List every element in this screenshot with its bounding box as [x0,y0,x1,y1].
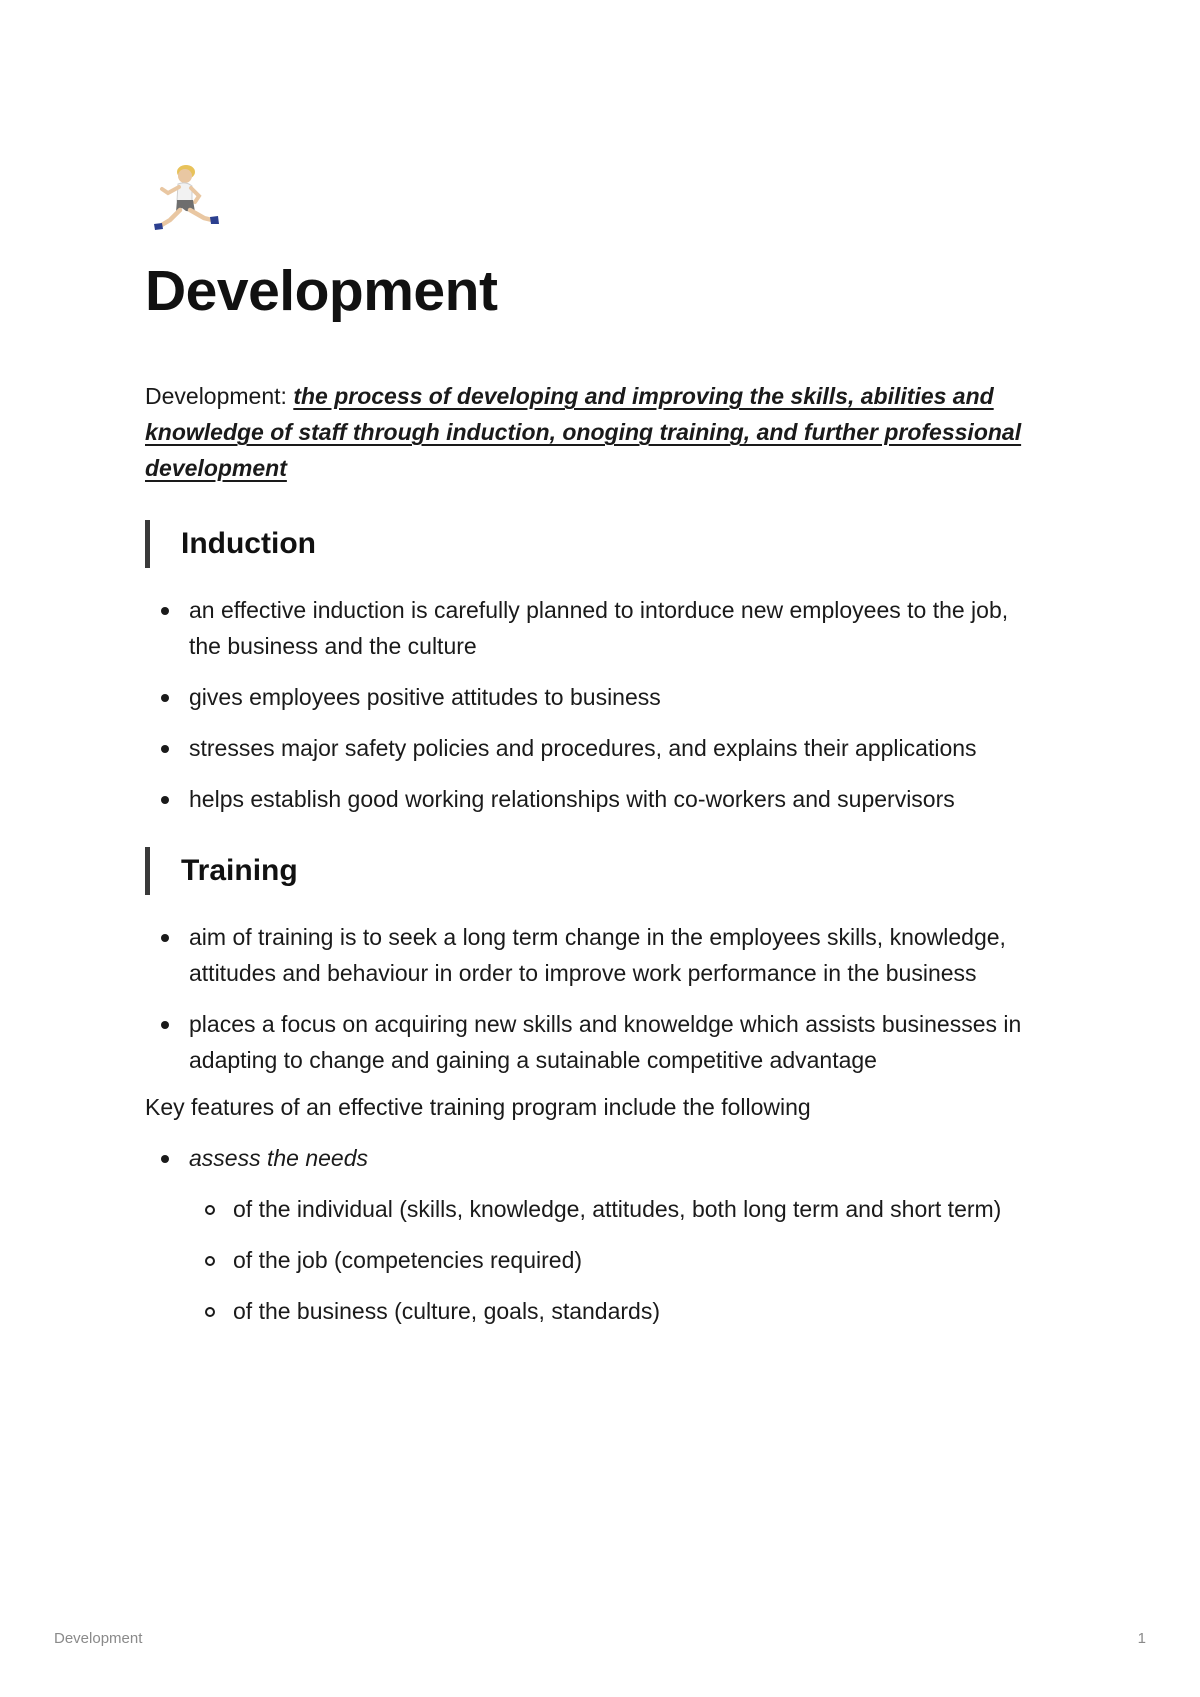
list-item-text: assess the needs [189,1145,369,1171]
bullet-icon [161,934,169,942]
section-heading-training [145,847,1045,895]
section-heading-text: Training [181,854,298,887]
list-item-text: places a focus on acquiring new skills and knoweldge which assists businesses in adapting to change and gaining a sutainable competitive advantage [189,1011,1022,1073]
page-title: Development [145,259,498,323]
nested-list-item-text: of the job (competencies required) [233,1247,583,1273]
nested-list-item [189,1293,1045,1329]
list-item-text: aim of training is to seek a long term change in the employees skills, knowledge, attitudes and behaviour in order to improve work performance in the business [189,924,1006,986]
person-running-icon [148,162,228,242]
section-heading-text: Induction [181,527,316,560]
list-item [145,1006,1045,1078]
list-item [145,730,1045,766]
page-number: 1 [1137,1630,1146,1647]
bullet-icon [161,607,169,615]
key-features-intro: Key features of an effective training program include the following [145,1094,811,1120]
hollow-bullet-icon [205,1205,215,1215]
footer-label: Development [54,1630,143,1647]
list-item-text: helps establish good working relationships with co-workers and supervisors [189,786,955,812]
list-item-text: an effective induction is carefully planned to intorduce new employees to the job, the business and the culture [189,597,1009,659]
bullet-icon [161,796,169,804]
nested-list-item [189,1191,1045,1227]
heading-bar [145,847,150,895]
nested-list-item [189,1242,1045,1278]
nested-list-item-text: of the business (culture, goals, standards) [233,1298,661,1324]
nested-list [189,1191,1045,1329]
bullet-icon [161,694,169,702]
document-body [145,378,1045,1344]
bullet-icon [161,1155,169,1163]
bullet-icon [161,1021,169,1029]
bullet-icon [161,745,169,753]
definition-term: Development: [145,383,294,409]
key-features-list [145,1140,1045,1329]
training-list [145,919,1045,1078]
list-item [145,679,1045,715]
heading-bar [145,520,150,568]
list-item [145,592,1045,664]
list-item [145,781,1045,817]
section-heading-induction [145,520,1045,568]
definition-text: the process of developing and improving the skills, abilities and knowledge of staff through induction, onoging training, and further professional development [145,383,1022,481]
list-item-text: gives employees positive attitudes to business [189,684,661,710]
hollow-bullet-icon [205,1256,215,1266]
definition-paragraph [145,378,1045,486]
list-item [145,1140,1045,1329]
induction-list [145,592,1045,817]
list-item [145,919,1045,991]
hollow-bullet-icon [205,1307,215,1317]
list-item-text: stresses major safety policies and procedures, and explains their applications [189,735,977,761]
nested-list-item-text: of the individual (skills, knowledge, attitudes, both long term and short term) [233,1196,1002,1222]
